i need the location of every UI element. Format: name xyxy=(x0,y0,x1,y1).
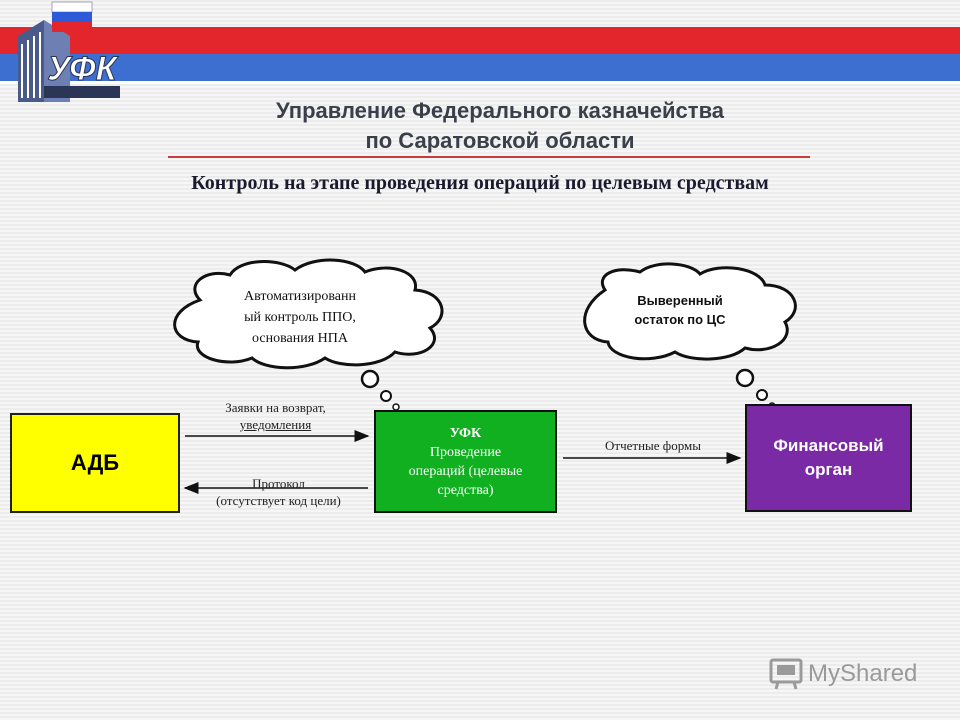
box-adb xyxy=(10,413,180,513)
label-reports: Отчетные формы xyxy=(605,438,701,453)
cloud-left-line: основания НПА xyxy=(252,331,348,346)
cloud-left-text xyxy=(200,286,400,349)
cloud-right-text xyxy=(600,291,760,329)
cloud-left-line: ый контроль ППО, xyxy=(244,310,356,325)
box-financial-body xyxy=(745,404,912,512)
label-requests xyxy=(188,399,363,433)
header-title-line2: по Саратовской области xyxy=(365,128,635,153)
thought-bubble-large-left xyxy=(362,371,378,387)
label-protocol-line: Протокол xyxy=(252,476,305,491)
box-fin-line: орган xyxy=(804,460,853,479)
box-fin-line: Финансовый xyxy=(773,436,884,455)
thought-bubble-large-right xyxy=(737,370,753,386)
cloud-right-line: остаток по ЦС xyxy=(634,312,726,327)
myshared-logo-icon xyxy=(768,657,804,691)
cloud-left-line: Автоматизированн xyxy=(244,289,356,304)
box-ufk-line: средства) xyxy=(437,482,494,498)
cloud-right-line: Выверенный xyxy=(637,293,723,308)
slide-title: Контроль на этапе проведения операций по целевым средствам xyxy=(191,172,769,194)
header-title-line1: Управление Федерального казначейства xyxy=(275,98,725,123)
label-protocol-line: (отсутствует код цели) xyxy=(216,493,341,508)
box-ufk-line: Проведение xyxy=(429,444,502,460)
logo-text: УФК xyxy=(47,50,117,88)
box-ufk-line: УФК xyxy=(449,425,482,441)
thought-bubble-medium-left xyxy=(381,391,391,401)
thought-bubble-medium-right xyxy=(757,390,767,400)
label-protocol xyxy=(186,475,371,509)
label-requests-line: уведомления xyxy=(239,417,312,432)
box-adb-label: АДБ xyxy=(70,450,120,475)
label-requests-line: Заявки на возврат, xyxy=(225,400,326,415)
box-ufk xyxy=(374,410,557,513)
box-ufk-line: операций (целевые xyxy=(408,463,523,479)
myshared-watermark: MyShared xyxy=(808,660,918,687)
